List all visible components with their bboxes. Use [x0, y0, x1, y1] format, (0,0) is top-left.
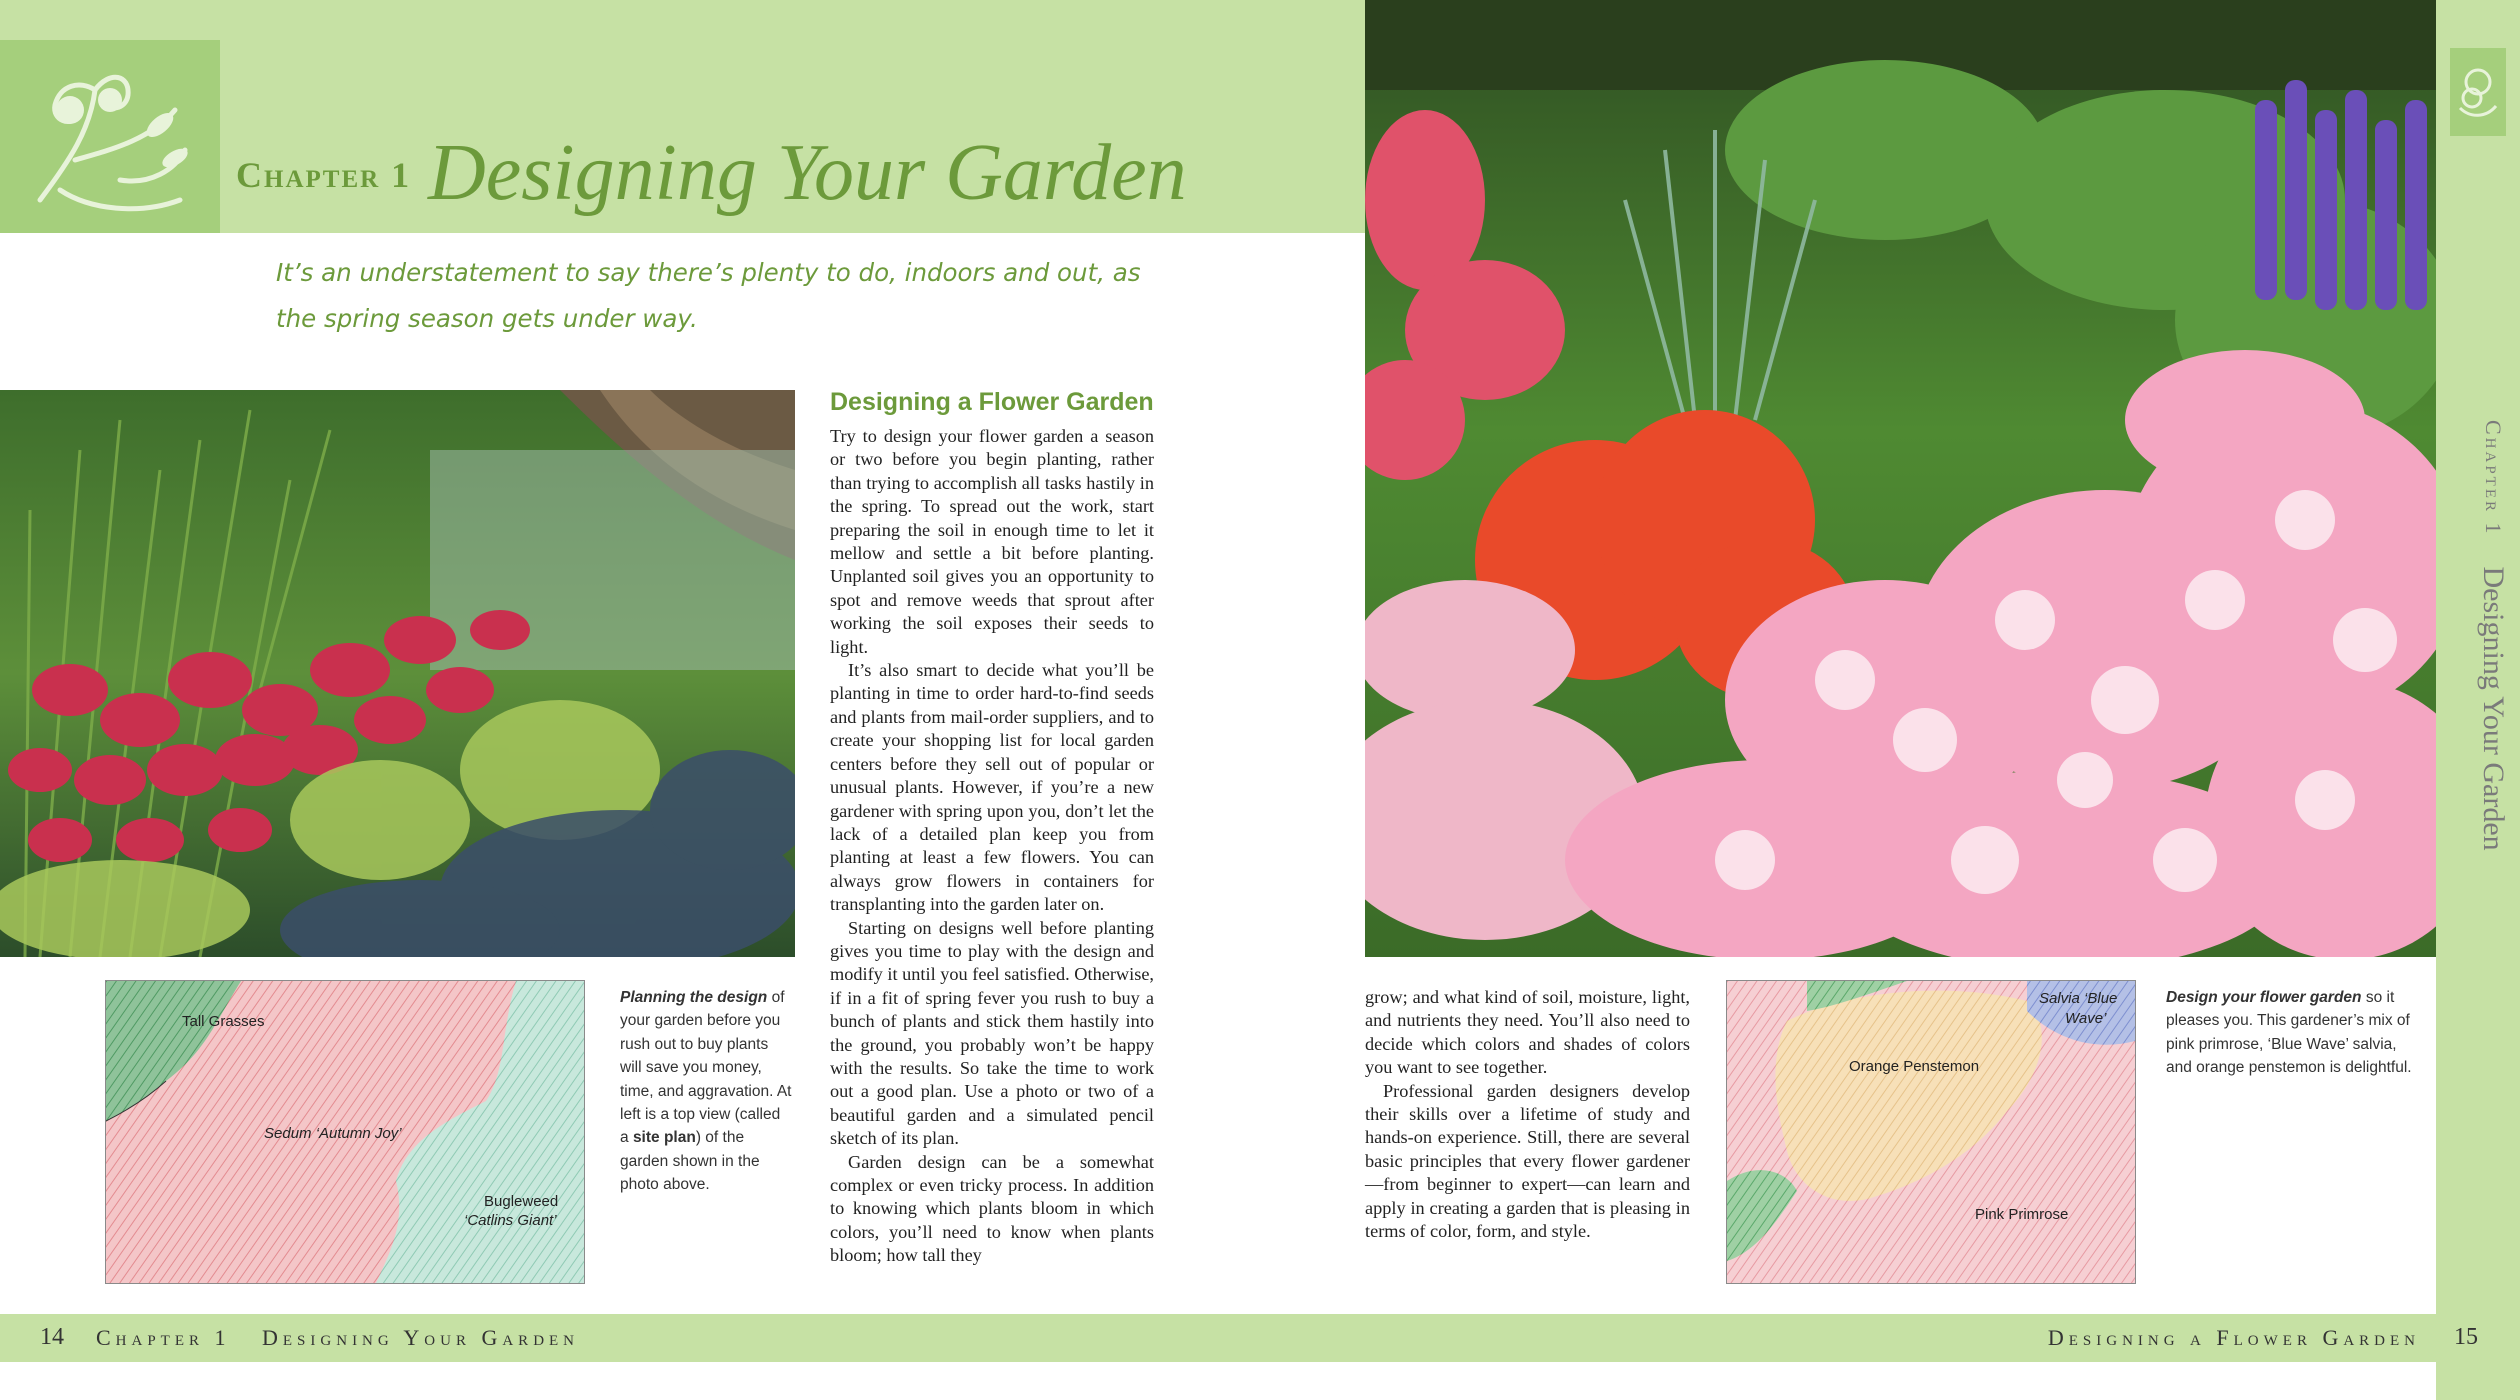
- sketch-label: Salvia ‘Blue: [2039, 990, 2118, 1007]
- caption-left: [620, 986, 792, 1197]
- body-paragraph: Garden design can be a somewhat complex or even tricky process. In addition to knowing which plants bloom in which colors, you’ll need to know when plants bloom; how tall they: [830, 1151, 1154, 1266]
- sketch-label: Pink Primrose: [1975, 1206, 2069, 1223]
- caption-bold: site plan: [632, 1129, 696, 1147]
- side-strip-chapter: Chapter 1: [2481, 420, 2506, 537]
- side-flourish-icon: [2450, 48, 2506, 136]
- intro-text: It’s an understatement to say there’s plenty to do, indoors and out, as the spring season gets under way.: [276, 258, 1141, 333]
- site-plan-sketch-left: [105, 980, 585, 1284]
- garden-photo-left: [0, 390, 795, 957]
- caption-lead: Planning the design: [620, 989, 768, 1006]
- garden-photo-right: [1365, 0, 2436, 957]
- body-column-middle: [830, 425, 1154, 1268]
- body-column-right: [1365, 986, 1690, 1243]
- footer-running-head-left: Chapter 1 Designing Your Garden: [96, 1325, 580, 1350]
- chapter-title: Designing Your Garden: [428, 129, 1187, 217]
- side-strip-gap: [2477, 544, 2510, 559]
- page-number-right: 15: [2454, 1324, 2478, 1350]
- sketch-label: Wave’: [2065, 1010, 2107, 1027]
- body-paragraph: grow; and what kind of soil, moisture, light, and nutrients they need. You’ll also need to decide which colors and shades of colors you want to see together.: [1365, 987, 1690, 1078]
- flourish-motif-icon: [0, 40, 220, 233]
- side-strip-title: [2446, 420, 2510, 920]
- sketch-label: ‘Catlins Giant’: [464, 1212, 557, 1229]
- sketch-label: Orange Penstemon: [1849, 1058, 1980, 1075]
- caption-text: ) of the garden shown in the photo above.: [620, 1129, 760, 1194]
- caption-right: [2166, 986, 2416, 1080]
- body-paragraph: Try to design your flower garden a season or two before you begin planting, rather than trying to accomplish all tasks hastily in the spring. To spread out the work, start preparing the soil in enough time to let it mellow and settle a bit before planting. Unplanted soil gives you an opportunity to spot and remove weeds that sprout after working the soil exposes their seeds to light.: [830, 426, 1154, 657]
- sketch-label: Bugleweed: [484, 1193, 559, 1210]
- footer-running-head-right: Designing a Flower Garden: [2047, 1325, 2420, 1350]
- body-paragraph: It’s also smart to decide what you’ll be planting in time to order hard-to-find seeds and plants from mail-order suppliers, and to create your shopping list for local garden centers before they sell out of popular or unusual plants. However, if you’re a new gardener with spring upon you, don’t let the lack of a detailed plan keep you from planting at least a few flowers. You can always grow flowers in containers for transplanting into the garden later on.: [830, 660, 1154, 915]
- sketch-label: Sedum ‘Autumn Joy’: [264, 1125, 402, 1142]
- caption-text: of your garden before you rush out to buy plants will save you money, time, and aggravation. At left is a top view (called a: [620, 989, 792, 1147]
- caption-text: so it pleases you. This gardener’s mix of pink primrose, ‘Blue Wave’ salvia, and orange penstemon is delightful.: [2166, 989, 2412, 1077]
- side-strip-title-text: Designing Your Garden: [2477, 566, 2510, 851]
- section-heading: Designing a Flower Garden: [830, 388, 1154, 416]
- body-paragraph: Starting on designs well before planting gives you time to play with the design and modify it until you feel satisfied. Otherwise, if in a fit of spring fever you rush to buy a bunch of plants and stick them hastily into the ground, you probably won’t be happy with the results. So take the time to work out a good plan. Use a photo or two of a beautiful garden and a simulated pencil sketch of its plan.: [830, 917, 1154, 1149]
- caption-lead: Design your flower garden: [2166, 989, 2362, 1006]
- body-paragraph: Professional garden designers develop their skills over a lifetime of study and hands-on experience. Still, there are several basic principles that every flower gardener—from beginner to expert—can learn and apply in creating a garden that is pleasing in terms of color, form, and style.: [1365, 1080, 1690, 1242]
- chapter-label: Chapter 1: [236, 155, 412, 195]
- sketch-label: Tall Grasses: [182, 1013, 265, 1030]
- page-number-left: 14: [40, 1324, 64, 1350]
- site-plan-sketch-right: [1726, 980, 2136, 1284]
